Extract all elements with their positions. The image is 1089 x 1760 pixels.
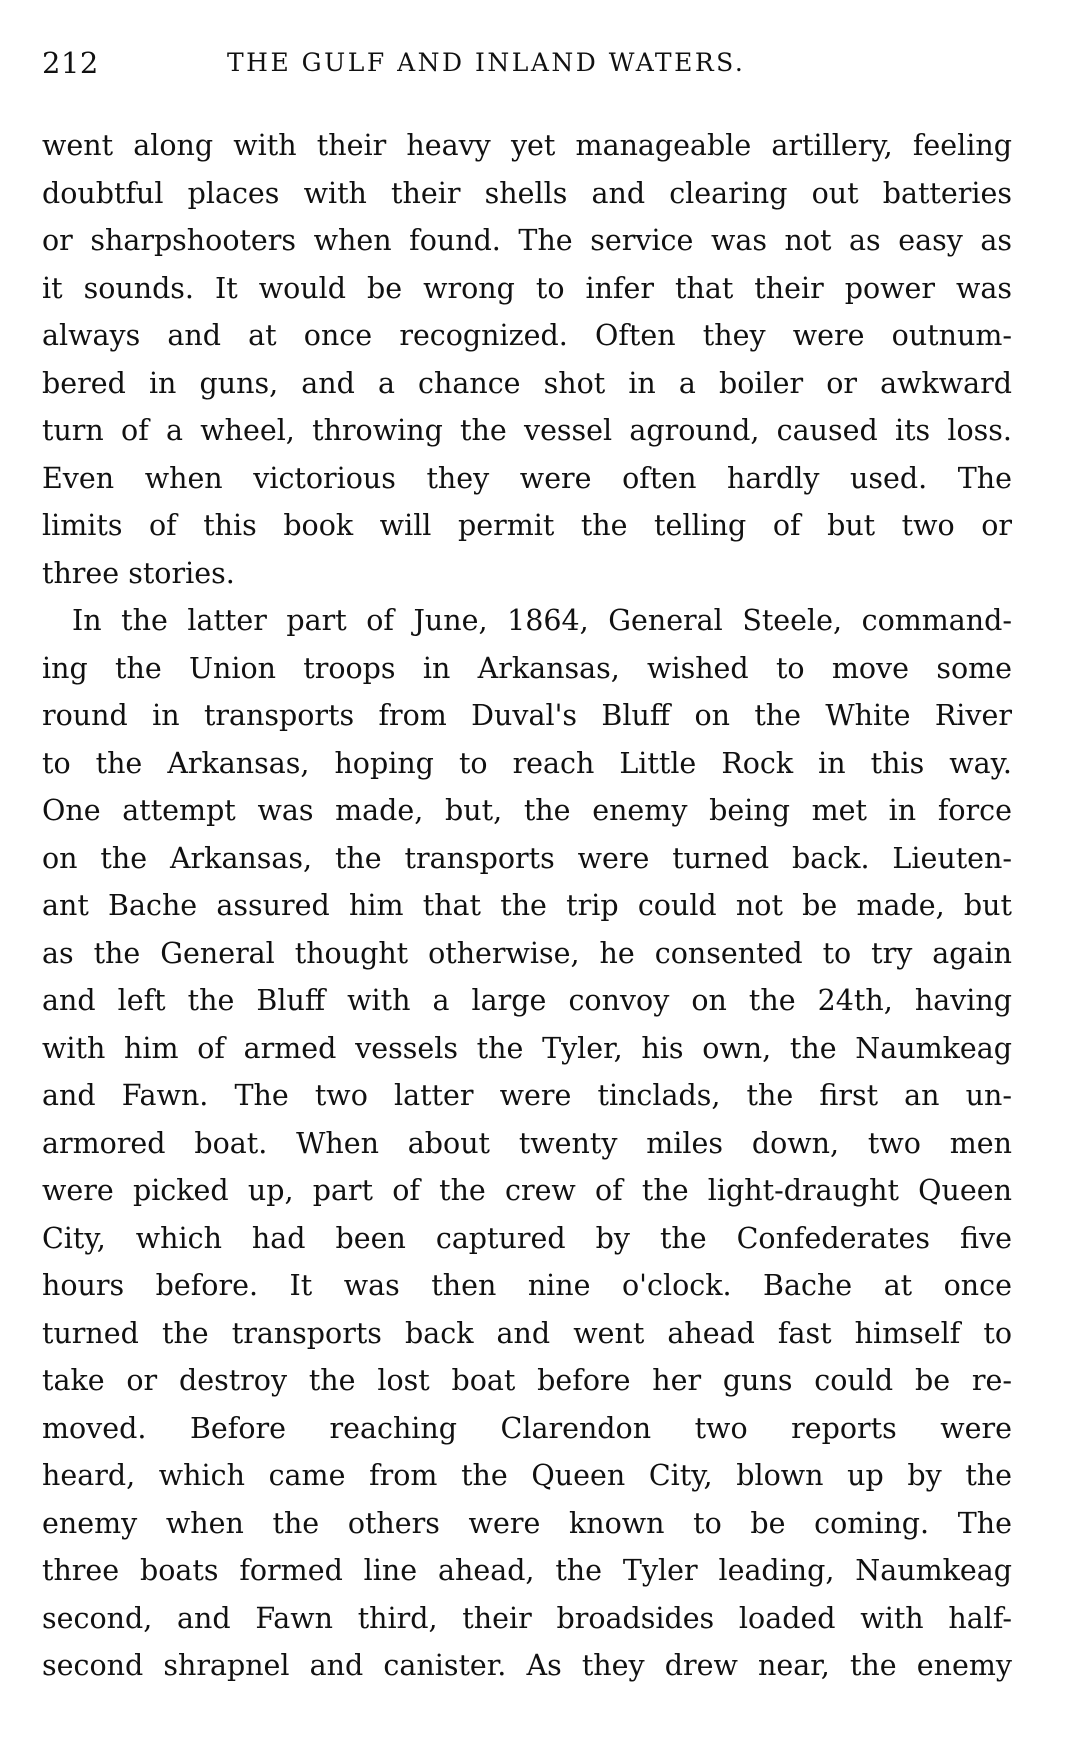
- page-number: 212: [42, 46, 99, 80]
- text-line: went along with their heavy yet manageable artillery, feeling: [42, 129, 1012, 162]
- text-line: with him of armed vessels the Tyler, his own, the Naumkeag: [42, 1031, 1012, 1065]
- text-line: armored boat. When about twenty miles down, two men: [42, 1126, 1012, 1160]
- body-text: [42, 122, 1012, 1690]
- text-line: round in transports from Duval's Bluff on the White River: [42, 699, 1012, 732]
- text-line: as the General thought otherwise, he consented to try again: [42, 936, 1012, 970]
- text-line: and Fawn. The two latter were tinclads, the first an un-: [42, 1079, 1012, 1112]
- running-head: THE GULF AND INLAND WATERS.: [227, 48, 746, 77]
- text-line: One attempt was made, but, the enemy being met in force: [42, 794, 1012, 827]
- text-line: heard, which came from the Queen City, blown up by the: [42, 1459, 1012, 1492]
- text-line: three boats formed line ahead, the Tyler leading, Naumkeag: [42, 1554, 1012, 1587]
- text-line: Even when victorious they were often hardly used. The: [42, 461, 1012, 495]
- text-line: to the Arkansas, hoping to reach Little Rock in this way.: [42, 746, 1012, 780]
- text-line: always and at once recognized. Often they were outnum-: [42, 319, 1012, 352]
- text-line: moved. Before reaching Clarendon two reports were: [42, 1411, 1012, 1445]
- text-line: second shrapnel and canister. As they drew near, the enemy: [42, 1649, 1012, 1682]
- text-line: or sharpshooters when found. The service was not as easy as: [42, 224, 1012, 257]
- text-line: City, which had been captured by the Confederates five: [42, 1221, 1012, 1255]
- text-line: enemy when the others were known to be coming. The: [42, 1506, 1012, 1540]
- text-line: bered in guns, and a chance shot in a boiler or awkward: [42, 366, 1012, 400]
- text-line: turn of a wheel, throwing the vessel aground, caused its loss.: [42, 414, 1012, 447]
- text-line: take or destroy the lost boat before her guns could be re-: [42, 1364, 1012, 1397]
- text-line: ant Bache assured him that the trip could not be made, but: [42, 889, 1012, 922]
- text-line: on the Arkansas, the transports were turned back. Lieuten-: [42, 841, 1012, 875]
- text-line: limits of this book will permit the telling of but two or: [42, 509, 1012, 542]
- text-line: second, and Fawn third, their broadsides loaded with half-: [42, 1601, 1012, 1635]
- page-header: [42, 46, 1012, 86]
- text-line: it sounds. It would be wrong to infer that their power was: [42, 271, 1012, 305]
- paragraph-end-line: three stories.: [42, 556, 235, 590]
- text-line: ing the Union troops in Arkansas, wished to move some: [42, 651, 1012, 685]
- text-line: and left the Bluff with a large convoy on the 24th, having: [42, 984, 1012, 1017]
- text-line: were picked up, part of the crew of the light-draught Queen: [42, 1174, 1012, 1207]
- text-line: doubtful places with their shells and clearing out batteries: [42, 176, 1012, 210]
- text-line: turned the transports back and went ahead fast himself to: [42, 1316, 1012, 1350]
- text-line: hours before. It was then nine o'clock. Bache at once: [42, 1269, 1012, 1302]
- paragraph-start-line: In the latter part of June, 1864, General Steele, command-: [72, 604, 1012, 637]
